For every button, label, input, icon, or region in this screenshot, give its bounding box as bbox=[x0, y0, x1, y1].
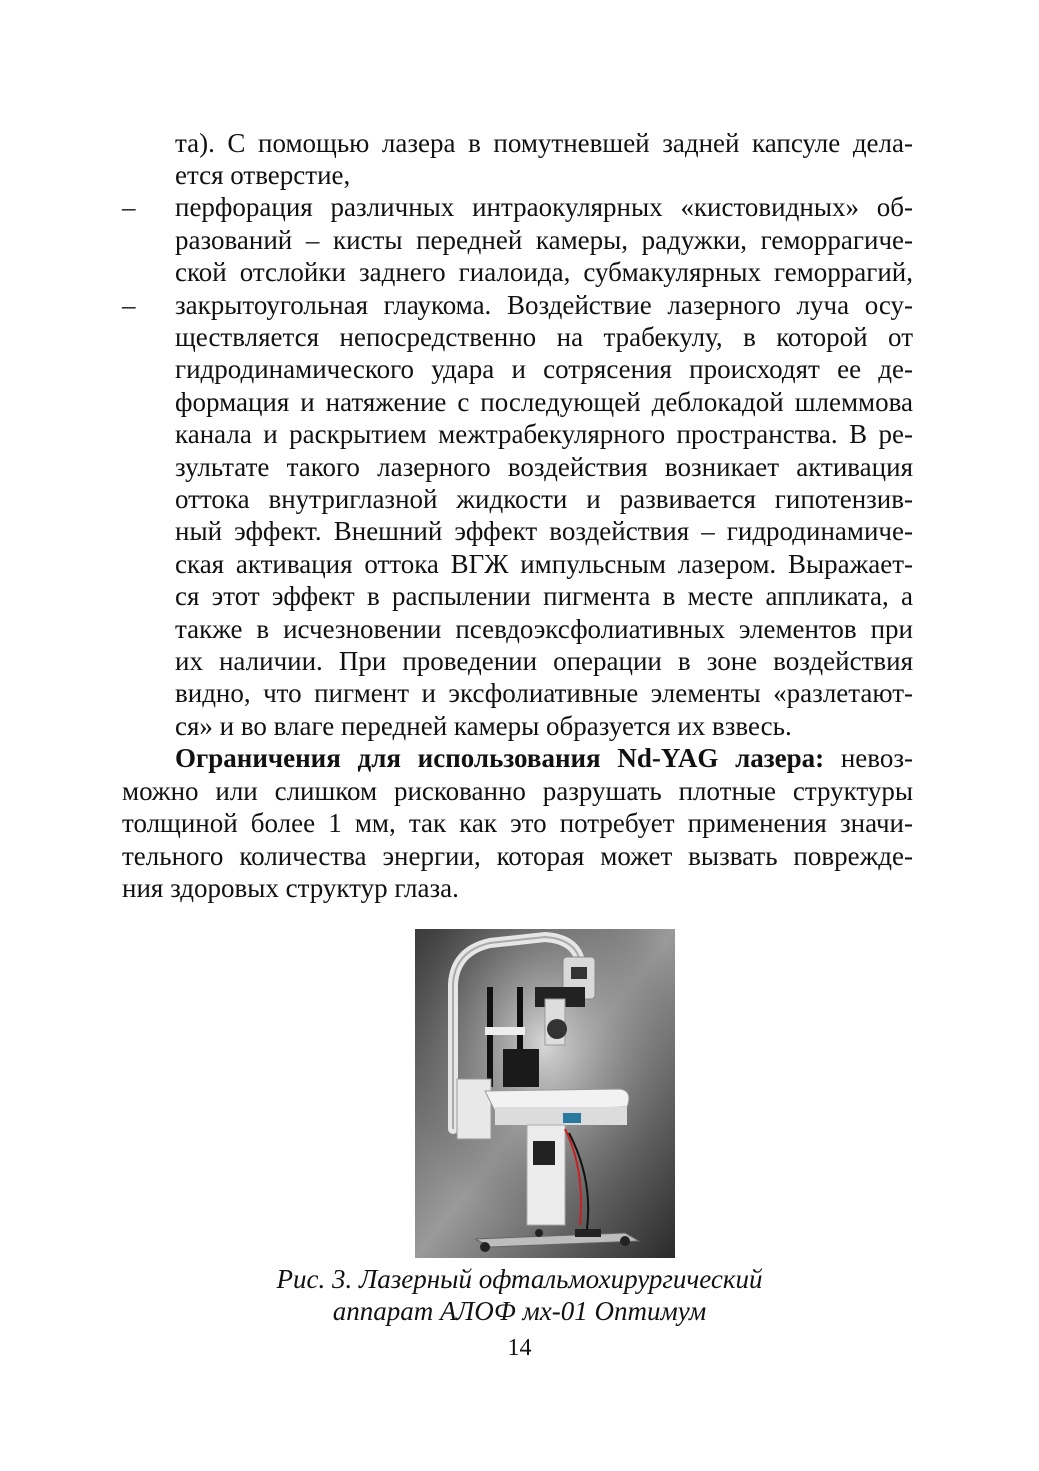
text-line: ской отслойки заднего гиалоида, субмакулярных геморрагий, bbox=[175, 257, 913, 287]
limits-heading: Ограничения для использования Nd-YAG лазера: bbox=[175, 743, 825, 773]
bullet-dash: – bbox=[122, 192, 136, 222]
text-line: та). С помощью лазера в помутневшей задней капсуле дела- bbox=[175, 128, 913, 158]
text-line: ся» и во влаге передней камеры образуется их взвесь. bbox=[175, 711, 792, 741]
text-line: ществляется непосредственно на трабекулу, в которой от bbox=[175, 322, 913, 352]
limits-first-line bbox=[175, 742, 913, 774]
text-line: канала и раскрытием межтрабекулярного пространства. В ре- bbox=[175, 419, 913, 449]
text-line: зультате такого лазерного воздействия возникает активация bbox=[175, 452, 913, 482]
text-fragment: невоз- bbox=[840, 743, 913, 773]
text-line: ный эффект. Внешний эффект воздействия – гидродинамиче- bbox=[175, 516, 913, 546]
figure-caption-line-2: аппарат АЛОФ мх-01 Оптимум bbox=[332, 1296, 707, 1326]
text-line: ся этот эффект в распылении пигмента в месте аппликата, а bbox=[175, 581, 913, 611]
text-line: формация и натяжение с последующей деблокадой шлеммова bbox=[175, 387, 913, 417]
text-line: закрытоугольная глаукома. Воздействие лазерного луча осу- bbox=[175, 290, 913, 320]
figure-caption-line-1: Рис. 3. Лазерный офтальмохирургический bbox=[276, 1264, 763, 1294]
text-line: толщиной более 1 мм, так как это потребует применения значи- bbox=[122, 808, 913, 838]
bullet-dash: – bbox=[122, 290, 136, 320]
text-line: ния здоровых структур глаза. bbox=[122, 873, 459, 903]
text-line: оттока внутриглазной жидкости и развивается гипотензив- bbox=[175, 484, 913, 514]
text-line: видно, что пигмент и эксфолиативные элементы «разлетают- bbox=[175, 678, 913, 708]
text-line: ется отверстие, bbox=[175, 160, 351, 190]
text-line: гидродинамического удара и сотрясения происходят ее де- bbox=[175, 354, 913, 384]
text-line: можно или слишком рискованно разрушать плотные структуры bbox=[122, 776, 913, 806]
text-line: перфорация различных интраокулярных «кистовидных» об- bbox=[175, 192, 913, 222]
text-line: их наличии. При проведении операции в зоне воздействия bbox=[175, 646, 913, 676]
page-number: 14 bbox=[507, 1335, 532, 1361]
laser-device-photo bbox=[415, 929, 675, 1258]
text-line: разований – кисты передней камеры, радужки, геморрагиче- bbox=[175, 225, 913, 255]
text-line: ская активация оттока ВГЖ импульсным лазером. Выражает- bbox=[175, 549, 913, 579]
text-line: тельного количества энергии, которая может вызвать поврежде- bbox=[122, 841, 913, 871]
text-line: также в исчезновении псевдоэксфолиативных элементов при bbox=[175, 614, 913, 644]
